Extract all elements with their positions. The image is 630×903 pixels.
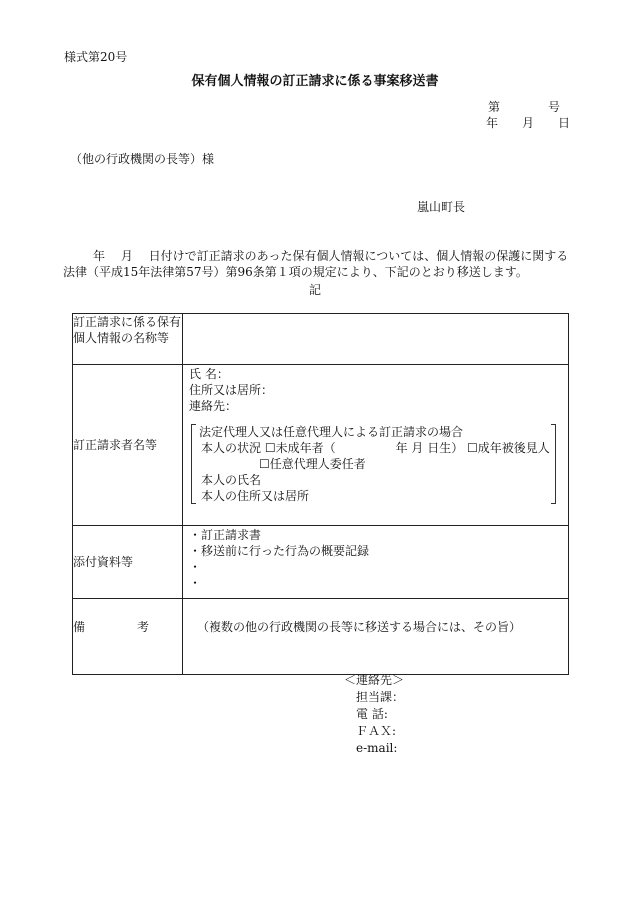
requester-label: 訂正請求者名等	[73, 365, 183, 526]
attachments-cell	[183, 526, 569, 599]
document-title: 保有個人情報の訂正請求に係る事案移送書	[191, 74, 439, 89]
contact-dept: 担当課：	[344, 690, 405, 704]
form-number: 様式第20号	[64, 50, 128, 64]
remarks-cell	[183, 599, 569, 675]
proxy-box	[191, 424, 556, 504]
contact-block	[344, 672, 404, 757]
requester-cell	[183, 365, 569, 526]
attachment-item: ・	[189, 576, 202, 590]
body-line-2: 法律（平成15年法律第57号）第96条第１項の規定により、下記のとおり移送します。	[63, 265, 528, 279]
proxy-status-2: ☐任意代理人委任者	[259, 457, 366, 471]
table-row	[73, 365, 569, 526]
attachment-item: ・移送前に行った行為の概要記録	[189, 544, 370, 558]
document-date: 年 月 日	[486, 116, 571, 130]
table-row	[73, 314, 569, 365]
proxy-address: 本人の住所又は居所	[201, 489, 310, 503]
table-row	[73, 599, 569, 675]
sender: 嵐山町長	[417, 200, 466, 214]
transfer-table	[72, 313, 569, 675]
requester-contact: 連絡先：	[189, 399, 238, 413]
remarks-label: 備 考	[73, 599, 183, 675]
proxy-heading: 法定代理人又は任意代理人による訂正請求の場合	[199, 425, 464, 439]
table-row	[73, 526, 569, 599]
attachment-item: ・	[189, 560, 202, 574]
document-number: 第 号	[488, 100, 561, 114]
contact-phone: 電 話:	[344, 707, 388, 721]
addressee: （他の行政機関の長等）様	[70, 152, 215, 166]
info-name-label: 訂正請求に係る保有個人情報の名称等	[73, 314, 183, 365]
requester-name: 氏 名：	[189, 367, 229, 381]
ki-heading: 記	[308, 283, 321, 297]
attachment-item: ・訂正請求書	[189, 528, 262, 542]
attachments-label: 添付資料等	[73, 526, 183, 599]
proxy-status: 本人の状況 ☐未成年者（ 年 月 日生） ☐成年被後見人	[201, 441, 550, 455]
remarks-text: （複数の他の行政機関の長等に移送する場合には、その旨）	[197, 620, 522, 634]
requester-address: 住所又は居所：	[189, 383, 274, 397]
contact-fax: ＦＡＸ:	[344, 724, 397, 738]
proxy-name: 本人の氏名	[201, 473, 262, 487]
info-name-value	[183, 314, 569, 365]
contact-email: e-mail:	[344, 741, 398, 755]
body-line-1: 年 月 日付けで訂正請求のあった保有個人情報については、個人情報の保護に関する	[93, 249, 569, 263]
contact-heading: ＜連絡先＞	[344, 673, 405, 687]
